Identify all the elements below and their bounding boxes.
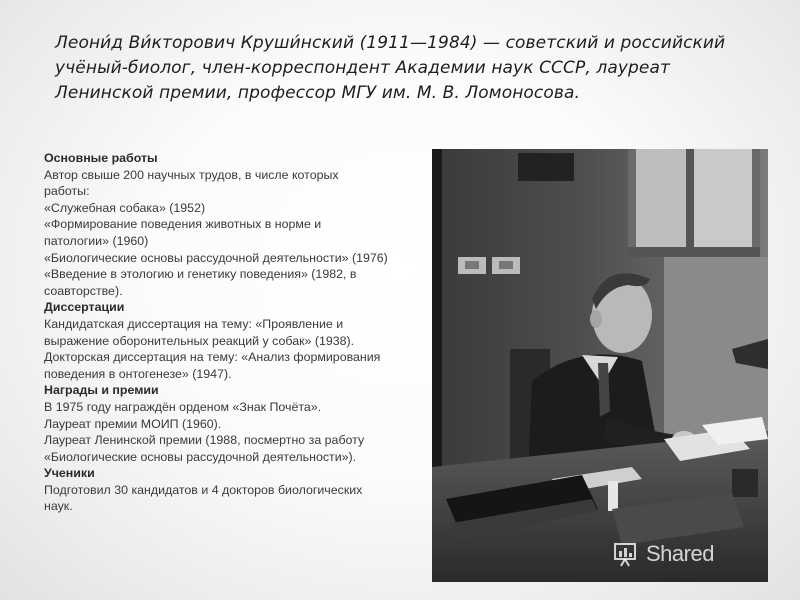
presentation-board-icon xyxy=(612,540,640,568)
portrait-photo xyxy=(432,149,768,582)
works-line: патологии» (1960) xyxy=(44,233,149,248)
dissertations-line: Докторская диссертация на тему: «Анализ формирования xyxy=(44,350,381,365)
works-line: работы: xyxy=(44,184,90,199)
dissertations-line: Кандидатская диссертация на тему: «Проявление и xyxy=(44,316,344,331)
dissertations-heading: Диссертации xyxy=(44,300,125,315)
works-line: Автор свыше 200 научных трудов, в числе которых xyxy=(44,167,339,182)
awards-line: Лауреат Ленинской премии (1988, посмертно за работу xyxy=(44,433,365,448)
works-line: «Введение в этологию и генетику поведения» (1982, в xyxy=(44,267,357,282)
works-line: «Служебная собака» (1952) xyxy=(44,200,206,215)
awards-heading: Награды и премии xyxy=(44,383,159,398)
students-line: наук. xyxy=(44,499,73,514)
dissertations-line: поведения в онтогенезе» (1947). xyxy=(44,366,232,381)
students-line: Подготовил 30 кандидатов и 4 докторов биологических xyxy=(44,482,363,497)
students-heading: Ученики xyxy=(44,466,95,481)
awards-line: «Биологические основы рассудочной деятельности»). xyxy=(44,449,357,464)
works-line: соавторстве). xyxy=(44,283,123,298)
works-heading: Основные работы xyxy=(44,151,158,165)
awards-line: В 1975 году награждён орденом «Знак Почёта». xyxy=(44,399,322,414)
title-name: Леони́д Ви́кторович Круши́нский xyxy=(55,33,355,53)
title-description: (1911—1984) — советский и российский учёный-биолог, член-корреспондент Академии наук СССР, лауреат Ленинской премии, профессор МГУ им. М. В. Ломоносова. xyxy=(55,33,726,103)
slide-title xyxy=(55,31,755,106)
watermark-text: Shared xyxy=(646,541,714,566)
works-line: «Биологические основы рассудочной деятельности» (1976) xyxy=(44,250,388,265)
biography-text-block xyxy=(44,150,416,515)
watermark xyxy=(612,536,714,572)
dissertations-line: выражение оборонительных реакций у собак» (1938). xyxy=(44,333,355,348)
awards-line: Лауреат премии МОИП (1960). xyxy=(44,416,222,431)
works-line: «Формирование поведения животных в норме и xyxy=(44,217,322,232)
